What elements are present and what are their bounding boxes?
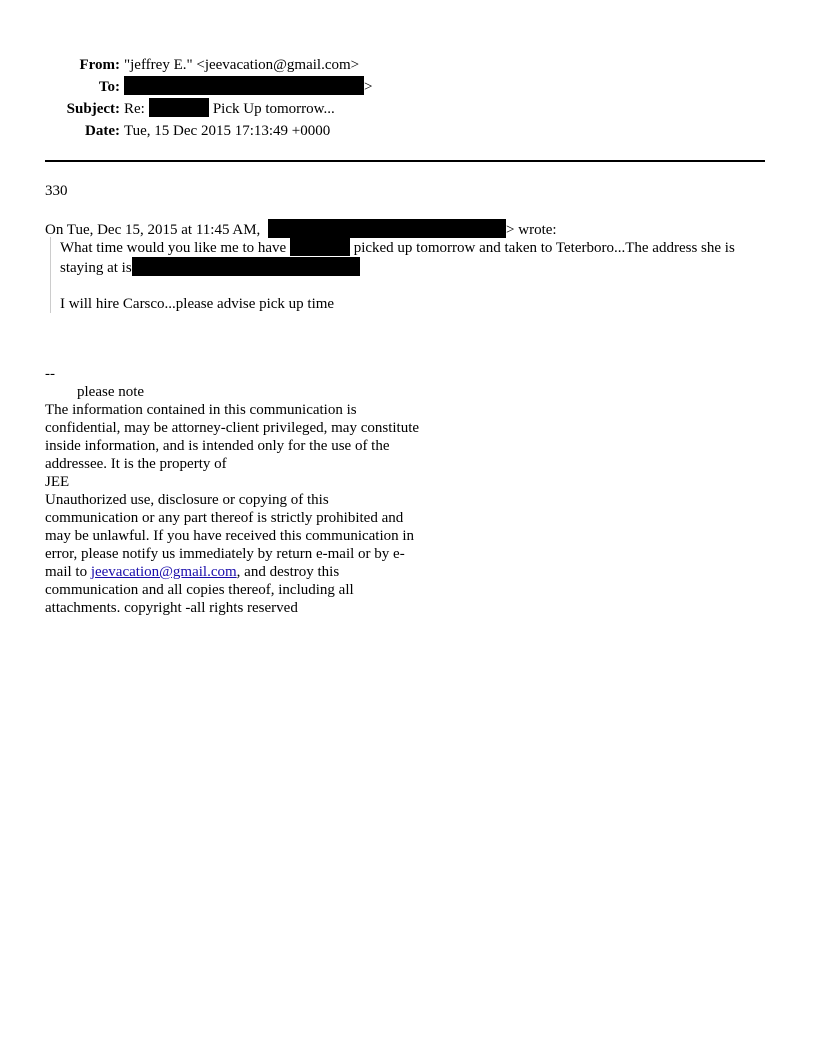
from-label: From: xyxy=(79,57,120,73)
document-number: 330 xyxy=(45,183,68,199)
redaction-subject xyxy=(149,98,209,117)
from-value: "jeffrey E." <jeevacation@gmail.com> xyxy=(124,57,360,73)
header-divider xyxy=(45,160,765,162)
subject-text: Pick Up tomorrow... xyxy=(212,101,335,117)
redaction-person xyxy=(290,237,350,256)
quote-paragraph-2: I will hire Carsco...please advise pick up time xyxy=(60,296,335,312)
attribution-prefix: On Tue, Dec 15, 2015 at 11:45 AM, xyxy=(45,222,261,238)
quote-attribution xyxy=(45,219,557,239)
redaction-to xyxy=(124,76,364,95)
quoted-message xyxy=(50,237,772,313)
email-headers xyxy=(45,54,372,142)
subject-label: Subject: xyxy=(66,101,120,117)
date-row xyxy=(45,120,372,142)
quote-line1-b: picked up tomorrow and taken to Teterboro...The address she is staying at is xyxy=(60,240,735,276)
to-suffix: > xyxy=(364,79,373,95)
signature-block xyxy=(45,365,425,617)
subject-row xyxy=(45,98,372,120)
quote-paragraph-1 xyxy=(60,237,772,277)
redaction-address xyxy=(132,257,360,276)
email-link[interactable]: jeevacation@gmail.com xyxy=(90,564,237,580)
disclaimer-para-1: The information contained in this communication is confidential, may be attorney-client privileged, may constitute inside information, and is intended only for the use of the addressee. It is the property of xyxy=(45,402,420,472)
disclaimer-para-2-start: Unauthorized use, disclosure or copying of this communication or any part thereof is strictly prohibited and may be unlawful. If you have received this communication in error, please notify us immediately by return e-mail or by e-mail to xyxy=(45,492,415,580)
disclaimer-para-2-end: , and destroy this communication and all copies thereof, including all attachments. copyright -all rights reserved xyxy=(45,564,354,616)
redaction-sender xyxy=(268,219,506,238)
date-value: Tue, 15 Dec 2015 17:13:49 +0000 xyxy=(124,123,331,139)
to-label: To: xyxy=(98,79,120,95)
from-row xyxy=(45,54,372,76)
disclaimer-para-2 xyxy=(45,491,425,617)
to-row xyxy=(45,76,372,98)
quote-spacer xyxy=(60,277,772,295)
please-note: please note xyxy=(77,384,145,400)
date-label: Date: xyxy=(85,123,120,139)
attribution-suffix: > wrote: xyxy=(506,222,557,238)
owner-name: JEE xyxy=(45,474,70,490)
quote-line1-a: What time would you like me to have xyxy=(60,240,287,256)
signature-dashes: -- xyxy=(45,366,55,382)
subject-prefix: Re: xyxy=(124,101,145,117)
